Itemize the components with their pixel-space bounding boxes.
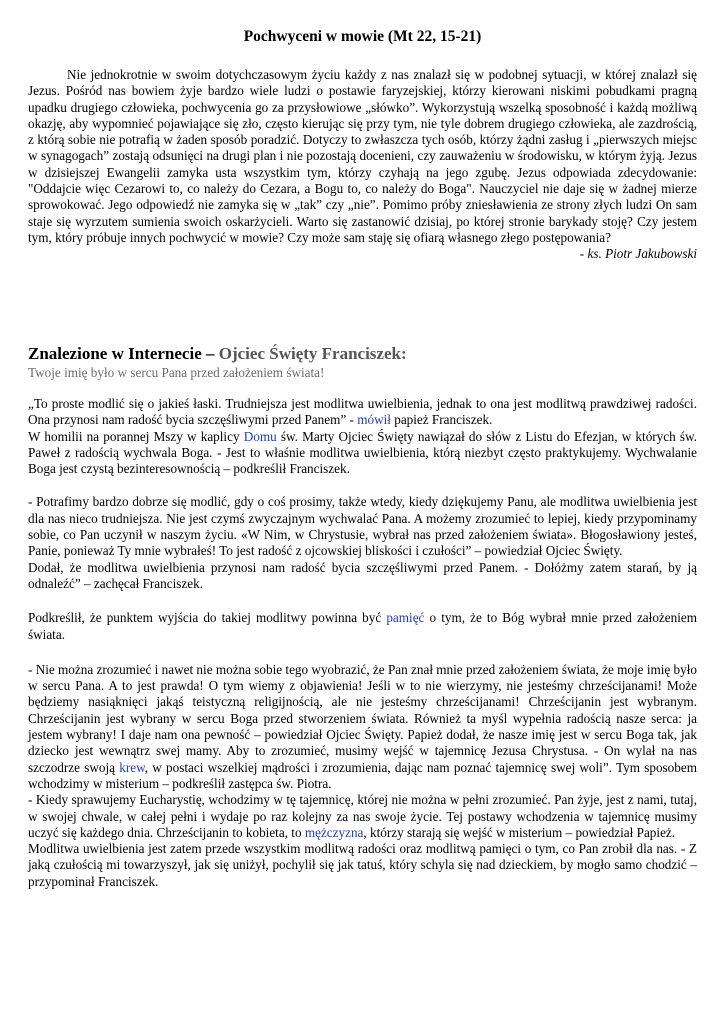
paragraph-text: o tym, że to Bóg wybrał mnie przed założeniem świata. [28,610,697,642]
section-body [28,396,697,890]
paragraph-text: - Nie można zrozumieć i nawet nie można sobie tego wyobrazić, że Pan znał mnie przed założeniem świata, że moje imię było w sercu Pana. A to jest prawda! O tym wiemy z objawienia! Jeśli w to nie wierzymy, nie jesteśmy chrześcijanami! Może będziemy nasiąknięci jakąś teistyczną religijnością, ale nie jesteśmy chrześcijanami! Chrześcijanin jest wybranym. Chrześcijanin jest wybrany w sercu Boga przed stworzeniem świata. Również ta myśl wypełnia radością nasze serca: ja jestem wybrany! I daje nam ona pewność – powiedział Ojciec Święty. Papież dodał, że nasze imię jest w sercu Boga tak, jak dziecko jest wewnątrz swej mamy. Aby to zrozumieć, musimy wejść w tajemnicę Jezusa Chrystusa. - On wylał na nas szczodrze swoją [28,661,697,775]
article-title: Pochwyceni w mowie (Mt 22, 15-21) [243,28,482,45]
paragraph-7 [28,792,697,841]
paragraph-text: „To proste modlić się o jakieś łaski. Trudniejsza jest modlitwa uwielbienia, jednak to ona jest modlitwą prawdziwej radości. Ona przynosi nam radość bycia szczęśliwymi przed Panem” - [28,396,697,428]
paragraph-6 [28,662,697,792]
paragraph-gap [28,592,697,610]
paragraph-4: Dodał, że modlitwa uwielbienia przynosi nam radość bycia szczęśliwymi przed Panem. - Dołóżmy zatem starań, by ją odnaleźć” – zachęcał Franciszek. [28,559,697,591]
link-pamiec[interactable]: pamięć [386,610,425,626]
section-heading [28,344,697,364]
article-signature: - ks. Piotr Jakubowski [579,246,697,262]
paragraph-3: - Potrafimy bardzo dobrze się modlić, gdy o coś prosimy, także wtedy, kiedy dziękujemy Panu, ale modlitwa uwielbienia jest dla nas nieco trudniejsza. Nie jest czymś zwyczajnym wychwalać Pana. A możemy zrozumieć to lepiej, kiedy przypominamy sobie, co Pan uczynił w naszym życiu. «W Nim, w Chrystusie, wybrał nas przed założeniem świata». Błogosławiony jesteś, Panie, ponieważ Ty mnie wybrałeś! To jest radość z ojcowskiej bliskości i czułości” – powiedział Ojciec Święty. [28,494,697,559]
link-mowil[interactable]: mówił [357,412,391,428]
section-heading-main: Znalezione w Internecie – [28,344,215,363]
paragraph-1 [28,396,697,429]
paragraph-text: papież Franciszek. [390,412,493,428]
section-heading-sub: Ojciec Święty Franciszek: [218,344,407,363]
paragraph-text: Podkreślił, że punktem wyjścia do takiej modlitwy powinna być [28,610,387,626]
link-mezczyzna[interactable]: mężczyzna [304,824,364,840]
link-krew[interactable]: krew [119,759,145,775]
paragraph-text: św. Marty Ojciec Święty nawiązał do słów z Listu do Efezjan, w których św. Paweł z radością wychwala Boga. - Jest to właśnie modlitwa uwielbienia, którą niezbyt często praktykujemy. Wychwalanie Boga jest czystą bezinteresownością – podkreślił Franciszek. [28,428,697,477]
link-domu[interactable]: Domu [243,428,277,444]
paragraph-gap [28,477,697,494]
paragraph-text: , w postaci wszelkiej mądrości i zrozumienia, dając nam poznać tajemnicę swej woli”. Tym sposobem wchodzimy w misterium – podkreślił zastępca św. Piotra. [28,759,697,791]
internet-section [28,344,697,890]
article-body: Nie jednokrotnie w swoim dotychczasowym życiu każdy z nas znalazł się w podobnej sytuacji, w której znalazł się Jezus. Pośród nas bowiem żyje bardzo wiele ludzi o postawie faryzejskiej, którzy kierowani niskimi pobudkami pragną upadku drugiego człowieka, pochwycenia go za przysłowiowe „słówko”. Wykorzystują wszelką sposobność i każdą możliwą okazję, aby wypomnieć pojawiające się zło, często kierując się przy tym, nie tyle dobrem drugiego człowieka, ale zazdrością, z którą sobie nie potrafią w żaden sposób poradzić. Dotyczy to zwłaszcza tych osób, którzy żądni zasług i „pierwszych miejsc w synagogach” zostają odsunięci na drugi plan i nie pozostają docenieni, czy zauważeniu w środowisku, w którym żyją. Jezus w dzisiejszej Ewangelii zamyka usta wszystkim tym, którzy czyhają na jego zgubę. Jezus odpowiada zdecydowanie: "Oddajcie więc Cezarowi to, co należy do Cezara, a Bogu to, co należy do Boga". Nauczyciel nie daje się w żadnej mierze sprowokować. Jego odpowiedź nie zamyka się w „tak” czy „nie”. Pomimo próby zniesławienia ze strony złych ludzi On sam staje się wyrzutem sumienia swoich oskarżycieli. Warto się zastanowić dzisiaj, po której stronie barykady stoję? Czy jestem tym, który próbuje innych pochwycić w mowie? Czy może sam staję się ofiarą własnego złego postępowania? [28,67,697,245]
paragraph-text: W homilii na porannej Mszy w kaplicy [28,428,244,444]
article-body-block [28,67,697,263]
paragraph-text: , którzy starają się wejść w misterium – powiedział Papież. [363,824,676,840]
paragraph-text: - Kiedy sprawujemy Eucharystię, wchodzimy w tę tajemnicę, której nie można w pełni zrozumieć. Pan żyje, jest z nami, tutaj, w swojej chwale, w całej pełni i wydaje po raz kolejny za nas swoje życie. Tej postawy wchodzenia w tajemnicę musimy uczyć się każdego dnia. Chrześcijanin to kobieta, to [28,792,697,840]
paragraph-8: Modlitwa uwielbienia jest zatem przede wszystkim modlitwą radości oraz modlitwą pamięci o tym, co Pan zrobił dla nas. - Z jaką czułością mi towarzyszył, jak się uniżył, pochylił się jak tatuś, który schyla się nad dzieckiem, by mogło samo chodzić – przypominał Franciszek. [28,841,697,889]
paragraph-2 [28,429,697,478]
paragraph-5 [28,610,697,643]
paragraph-gap [28,643,697,662]
section-subtitle: Twoje imię było w sercu Pana przed założeniem świata! [28,365,325,380]
